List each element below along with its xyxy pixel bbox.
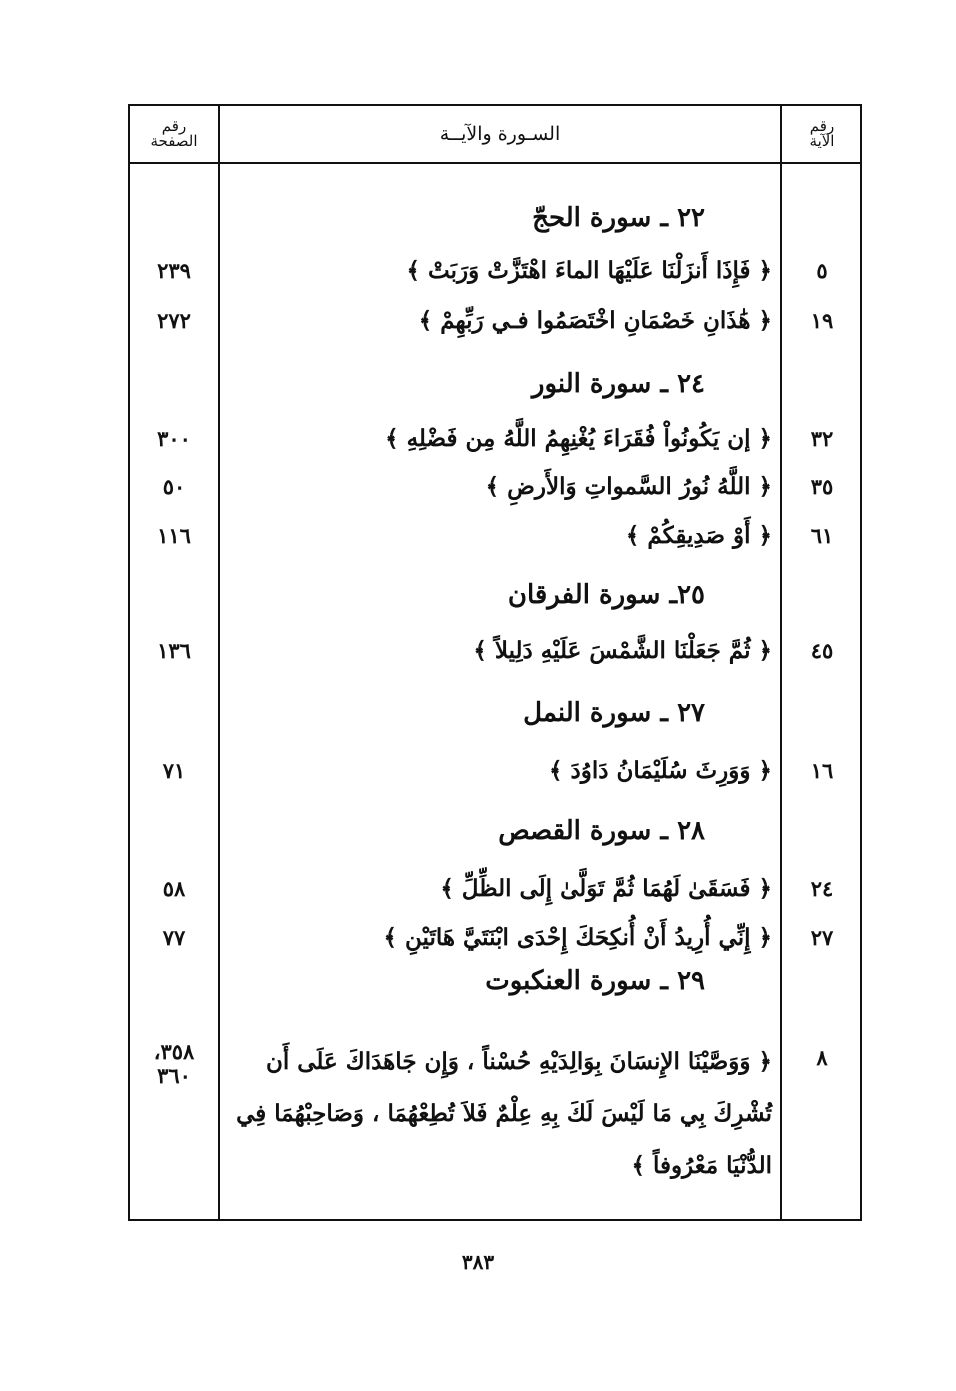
ayah-number: ٣٢: [810, 426, 834, 451]
surah-heading-row: [130, 573, 860, 617]
surah-title: ٢٤ ـ سورة النور: [531, 369, 705, 399]
surah-heading-row: [130, 362, 860, 406]
index-table: [128, 104, 862, 1221]
ayah-number-header: [782, 106, 862, 162]
surah-verse-header: السـورة والآيــة: [439, 122, 561, 145]
surah-title: ٢٧ ـ سورة النمل: [523, 698, 705, 728]
verse-text: ﴿ وَوَصَّيْنَا الإِنسَانَ بِوَالِدَيْهِ حُسْناً ، وَإِن جَاهَدَاكَ عَلَى أَن تُشْرِكَ بِي مَا لَيْسَ لَكَ بِهِ عِلْمٌ فَلاَ تُطِعْهُمَا ، وَصَاحِبْهُمَا فِي الدُّنْيَا مَعْرُوفاً ﴾: [236, 1048, 772, 1179]
ayah-number: ٤٥: [810, 638, 834, 663]
page-number: ٢٧٢: [157, 308, 191, 333]
table-row: [130, 465, 860, 509]
page-number: ١٣٦: [157, 638, 191, 663]
table-row: [130, 1036, 860, 1192]
ayah-number: ١٦: [810, 758, 834, 783]
surah-title: ٢٢ ـ سورة الحجّ: [532, 203, 705, 233]
table-row: [130, 867, 860, 911]
page-header-line-2: الصفحة: [150, 132, 198, 150]
table-row: [130, 916, 860, 960]
page-number: ٥٠: [162, 474, 186, 499]
ayah-number: ١٩: [810, 308, 834, 333]
surah-heading-row: [130, 196, 860, 240]
page-number: ٧٧: [162, 925, 186, 950]
verse-text: ﴿ إن يَكُونُواْ فُقَرَاءَ يُغْنِهِمُ اللَّهُ مِن فَضْلِهِ ﴾: [385, 425, 772, 452]
surah-title: ٢٥ـ سورة الفرقان: [507, 580, 705, 610]
surah-heading-row: [130, 809, 860, 853]
ayah-number: ٢٧: [810, 925, 834, 950]
ayah-number: ٥: [816, 258, 828, 283]
verse-text: ﴿ ثُمَّ جَعَلْنَا الشَّمْسَ عَلَيْهِ دَلِيلاً ﴾: [473, 637, 772, 664]
surah-title: ٢٨ ـ سورة القصص: [498, 816, 705, 846]
page-number: ٢٣٩: [157, 258, 191, 283]
page-number: ٧١: [162, 758, 186, 783]
ayah-number: ٨: [816, 1045, 828, 1070]
page-number: [130, 1040, 218, 1088]
table-row: [130, 629, 860, 673]
table-row: [130, 514, 860, 558]
surah-title: ٢٩ ـ سورة العنكبوت: [485, 966, 705, 996]
page-number-header: [130, 106, 218, 162]
verse-text: ﴿ إِنِّي أُرِيدُ أَنْ أُنكِحَكَ إِحْدَى ابْنَتَيَّ هَاتَيْنِ ﴾: [383, 924, 772, 951]
surah-heading-row: [130, 959, 860, 1003]
page-number: ١١٦: [157, 523, 191, 548]
verse-text: ﴿ هَٰذَانِ خَصْمَانِ اخْتَصَمُوا فـي رَبِّهِمْ ﴾: [418, 307, 772, 334]
verse-text: ﴿ وَوَرِثَ سُلَيْمَانُ دَاوُدَ ﴾: [549, 757, 772, 784]
verse-text: ﴿ فَإِذَا أَنزَلْنَا عَلَيْهَا الماءَ اهْتَزَّتْ وَرَبَتْ ﴾: [406, 257, 772, 284]
page-number-first: ٣٥٨،: [153, 1039, 195, 1064]
ayah-number: ٢٤: [810, 876, 834, 901]
ayah-header-line-1: رقم: [809, 117, 835, 135]
header-divider: [130, 162, 860, 164]
surah-heading-row: [130, 691, 860, 735]
table-row: [130, 249, 860, 293]
table-row: [130, 417, 860, 461]
page-number-footer: ٣٨٣: [461, 1250, 495, 1274]
page-number-second: ٣٦٠: [157, 1063, 191, 1088]
ayah-number: ٦١: [810, 523, 834, 548]
ayah-header-line-2: الآية: [809, 132, 835, 150]
verse-text: ﴿ فَسَقَىٰ لَهُمَا ثُمَّ تَوَلَّىٰ إِلَى الظِّلِّ ﴾: [440, 875, 772, 902]
verse-text: ﴿ أَوْ صَدِيقِكُمْ ﴾: [625, 522, 772, 549]
page-number: ٣٠٠: [157, 426, 191, 451]
page-number: ٥٨: [162, 876, 186, 901]
page-header-line-1: رقم: [161, 117, 187, 135]
table-row: [130, 299, 860, 343]
verse-text: ﴿ اللَّهُ نُورُ السَّمواتِ وَالأَرضِ ﴾: [485, 473, 772, 500]
table-row: [130, 749, 860, 793]
ayah-number: ٣٥: [810, 474, 834, 499]
